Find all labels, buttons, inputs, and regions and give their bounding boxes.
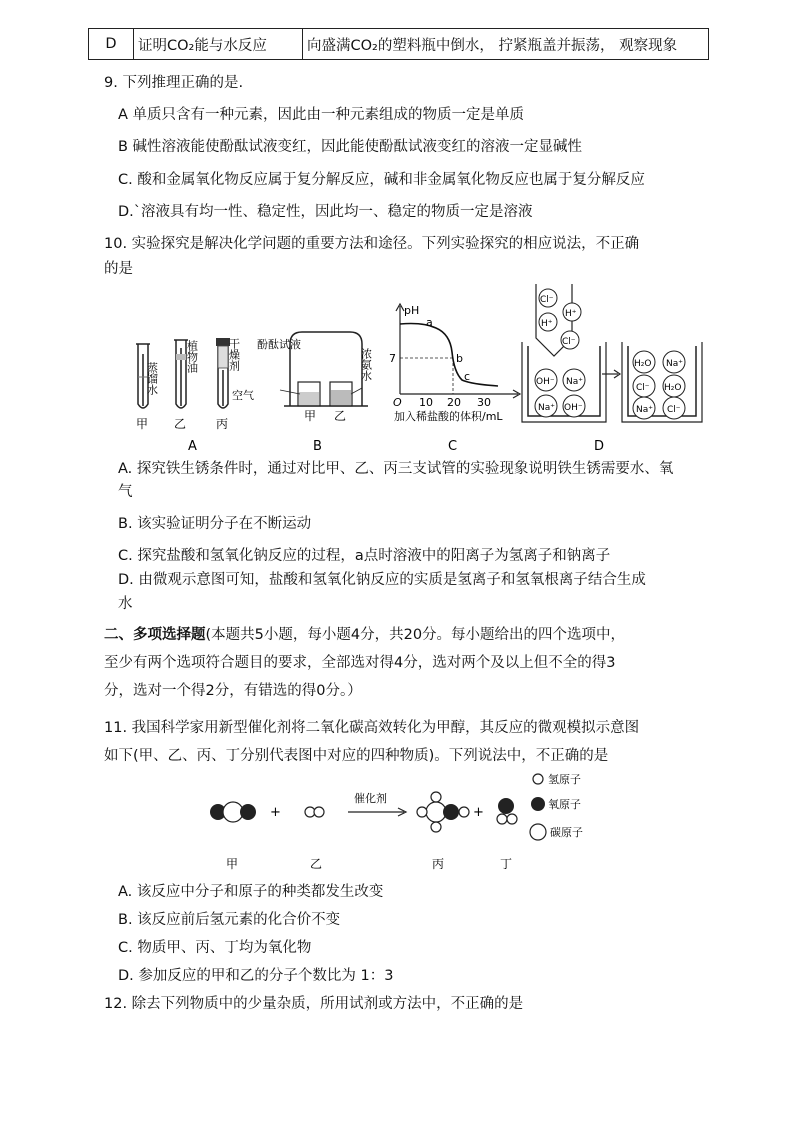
q10-option-c: C. 探究盐酸和氢氧化钠反应的过程，a点时溶液中的阳离子为氢离子和钠离子 — [118, 548, 611, 564]
fig-a-air-label: 空气 — [232, 389, 254, 402]
fig-d-left-ion-2: Na⁺ — [566, 377, 583, 387]
experiment-table-row — [88, 28, 709, 60]
section2-line1: (本题共5小题，每小题4分，共20分。每小题给出的四个选项中， — [205, 627, 626, 643]
fig-b-left-label: 酚酞试液 — [257, 338, 301, 351]
fig-c-point-b: b — [456, 352, 463, 365]
q11-name-jia: 甲 — [226, 857, 239, 871]
molecule-jia — [210, 802, 256, 822]
figure-d-ion-diagram — [522, 284, 702, 452]
q9-option-d: D.`溶液具有均一性、稳定性，因此均一、稳定的物质一定是溶液 — [118, 204, 533, 220]
figure-a-test-tubes — [136, 338, 254, 452]
q10-stem-line1: 10. 实验探究是解决化学问题的重要方法和途径。下列实验探究的相应说法，不正确 — [104, 236, 640, 252]
q11-plus-1: + — [270, 805, 281, 820]
fig-b-right-label: 浓氨水 — [359, 348, 373, 381]
q11-name-ding: 丁 — [500, 857, 513, 871]
q11-option-d: D. 参加反应的甲和乙的分子个数比为 1：3 — [118, 968, 394, 984]
q9-option-b: B 碱性溶液能使酚酞试液变红，因此能使酚酞试液变红的溶液一定显碱性 — [118, 139, 583, 155]
fig-a-name-1: 甲 — [136, 417, 149, 431]
section2-line3: 分，选对一个得2分，有错选的得0分。） — [104, 683, 362, 699]
q11-catalyst: 催化剂 — [354, 792, 387, 805]
section2-title: 二、多项选择题 — [104, 627, 206, 643]
legend-carbon: 碳原子 — [550, 826, 583, 839]
fig-c-point-a: a — [426, 316, 433, 329]
q11-name-bing: 丙 — [432, 857, 445, 871]
q11-name-yi: 乙 — [310, 857, 323, 871]
q11-legend — [530, 772, 583, 840]
q9-option-a: A 单质只含有一种元素，因此由一种元素组成的物质一定是单质 — [118, 107, 525, 123]
fig-d-top-ion-4: Cl⁻ — [562, 337, 576, 347]
figure-b-label: B — [313, 439, 322, 452]
figure-c-ph-curve — [389, 304, 520, 452]
section2-line2: 至少有两个选项符合题目的要求，全部选对得4分，选对两个及以上但不全的得3 — [104, 655, 616, 671]
figure-b-bell-jar — [257, 332, 373, 452]
q10-stem-line2: 的是 — [104, 261, 133, 277]
molecule-yi — [305, 807, 324, 817]
fig-d-right-item-3: Cl⁻ — [636, 383, 650, 393]
fig-b-name-2: 乙 — [334, 409, 347, 423]
fig-c-origin: O — [393, 396, 402, 409]
fig-d-top-ion-3: H⁺ — [541, 319, 553, 329]
molecule-bing — [417, 792, 469, 832]
q10-option-a-line2: 气 — [118, 484, 133, 500]
fig-c-ylabel: pH — [404, 304, 420, 317]
fig-d-top-ion-1: Cl⁻ — [540, 295, 554, 305]
fig-c-xtick-10: 10 — [419, 396, 433, 409]
fig-d-right-item-6: Cl⁻ — [667, 405, 681, 415]
fig-a-tube2-label: 植物油 — [185, 340, 199, 373]
table-cell-option: D — [89, 29, 134, 60]
q9-option-c: C. 酸和金属氧化物反应属于复分解反应，碱和非金属氧化物反应也属于复分解反应 — [118, 172, 645, 188]
fig-d-right-item-2: Na⁺ — [666, 359, 683, 369]
q11-option-b: B. 该反应前后氢元素的化合价不变 — [118, 912, 341, 928]
legend-hydrogen: 氢原子 — [548, 773, 581, 786]
molecule-ding — [497, 798, 517, 824]
figure-a-label: A — [188, 439, 197, 452]
fig-d-right-item-1: H₂O — [634, 359, 652, 369]
fig-c-xtick-30: 30 — [477, 396, 491, 409]
q10-option-d-line2: 水 — [118, 596, 133, 612]
fig-c-xtick-20: 20 — [447, 396, 461, 409]
q10-figures — [118, 282, 718, 452]
q11-plus-2: + — [473, 805, 484, 820]
q10-option-d-line1: D. 由微观示意图可知，盐酸和氢氧化钠反应的实质是氢离子和氢氧根离子结合生成 — [118, 572, 646, 588]
q11-stem-line2: 如下(甲、乙、丙、丁分别代表图中对应的四种物质)。下列说法中，不正确的是 — [104, 748, 609, 764]
fig-a-name-2: 乙 — [174, 417, 187, 431]
figure-c-label: C — [448, 439, 458, 452]
q11-reaction-diagram — [200, 768, 600, 874]
legend-oxygen: 氧原子 — [548, 798, 581, 811]
q10-option-a-line1: A. 探究铁生锈条件时，通过对比甲、乙、丙三支试管的实验现象说明铁生锈需要水、氧 — [118, 461, 674, 477]
table-cell-method: 向盛满CO₂的塑料瓶中倒水， 拧紧瓶盖并振荡， 观察现象 — [303, 29, 709, 60]
fig-b-name-1: 甲 — [304, 409, 317, 423]
q12-stem: 12. 除去下列物质中的少量杂质，所用试剂或方法中，不正确的是 — [104, 996, 524, 1012]
fig-a-tube1-label: 蒸馏水 — [145, 362, 159, 395]
q11-option-c: C. 物质甲、丙、丁均为氧化物 — [118, 940, 312, 956]
section2-heading — [104, 625, 625, 645]
fig-d-left-ion-4: OH⁻ — [564, 403, 583, 413]
figure-d-label: D — [594, 439, 605, 452]
table-cell-purpose: 证明CO₂能与水反应 — [134, 29, 303, 60]
fig-c-y7: 7 — [389, 352, 396, 365]
fig-a-name-3: 丙 — [216, 417, 229, 431]
q9-stem: 9. 下列推理正确的是. — [104, 75, 244, 91]
fig-c-xlabel: 加入稀盐酸的体积/mL — [394, 410, 503, 423]
fig-d-left-ion-3: Na⁺ — [538, 403, 555, 413]
fig-c-point-c: c — [464, 370, 471, 383]
fig-a-tube3-label: 干燥剂 — [227, 338, 241, 371]
q11-stem-line1: 11. 我国科学家用新型催化剂将二氧化碳高效转化为甲醇，其反应的微观模拟示意图 — [104, 720, 640, 736]
fig-d-right-item-4: H₂O — [664, 383, 682, 393]
fig-d-right-item-5: Na⁺ — [636, 405, 653, 415]
q10-option-b: B. 该实验证明分子在不断运动 — [118, 516, 312, 532]
q11-option-a: A. 该反应中分子和原子的种类都发生改变 — [118, 884, 384, 900]
fig-d-left-ion-1: OH⁻ — [536, 377, 555, 387]
fig-d-top-ion-2: H⁺ — [565, 309, 577, 319]
